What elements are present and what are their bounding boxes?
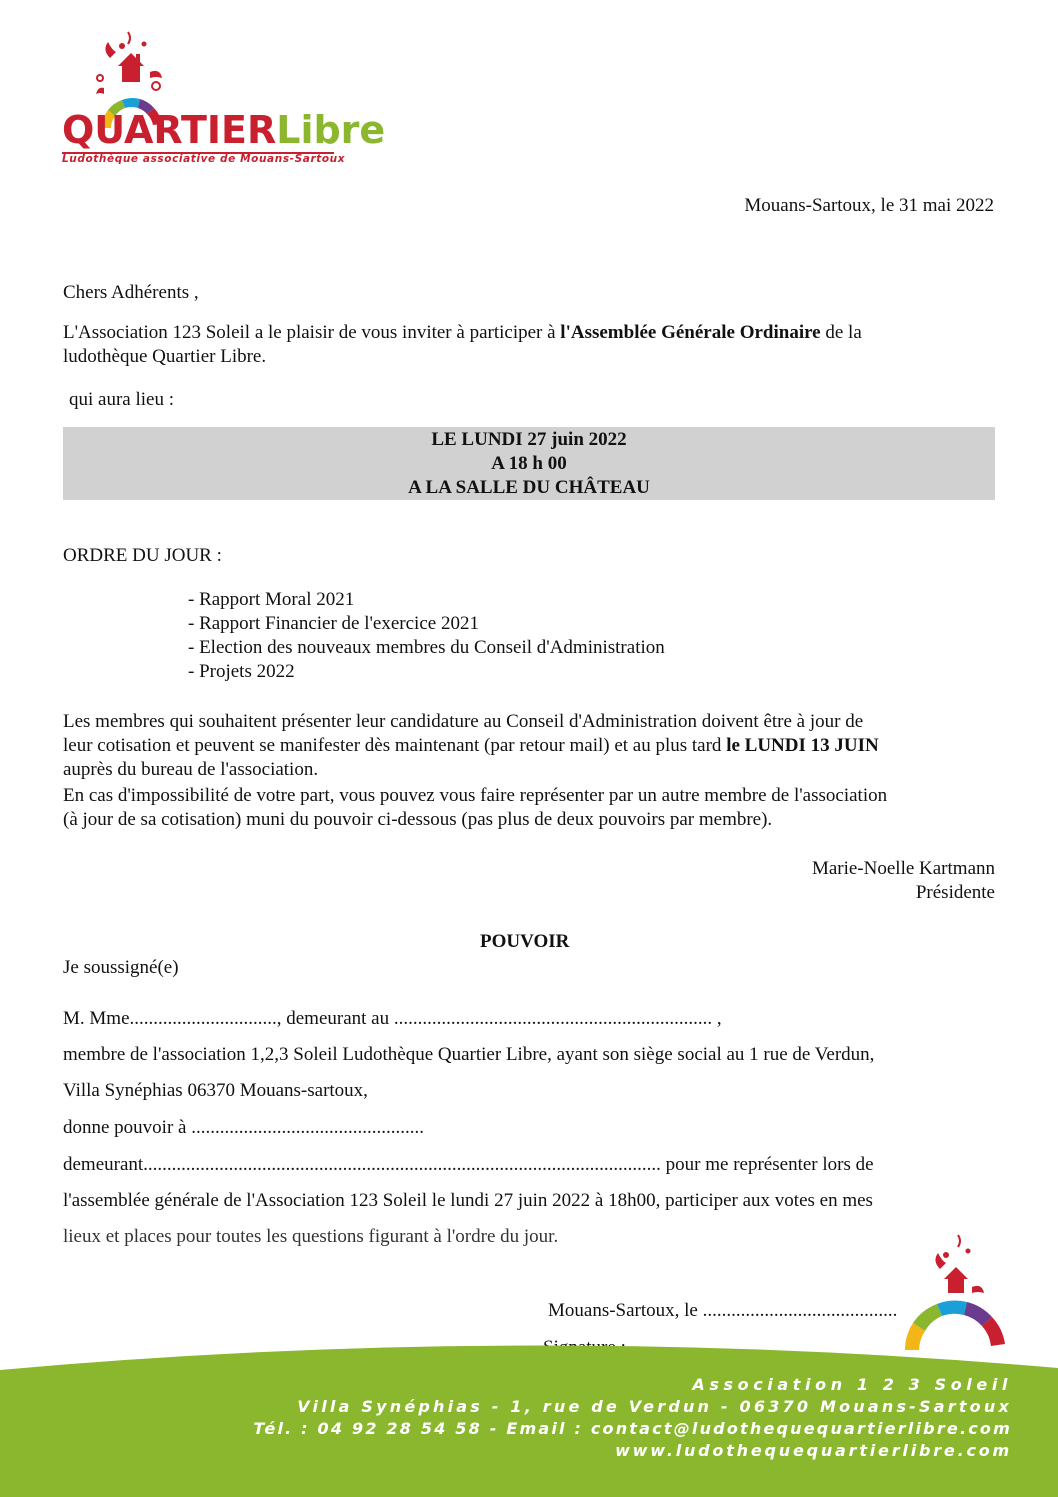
venue-lead: qui aura lieu : (69, 389, 174, 410)
house-swirl-icon (96, 32, 162, 94)
agenda-item: - Projets 2022 (188, 661, 295, 682)
deadline-bold: le LUNDI 13 JUIN (726, 735, 879, 756)
paragraph-line: En cas d'impossibilité de votre part, vous pouvez vous faire représenter par un autre membre de l'association (63, 785, 888, 806)
event-date: LE LUNDI 27 juin 2022 (431, 429, 627, 450)
proxy-line-agenda: lieux et places pour toutes les questions figurant à l'ordre du jour. (63, 1226, 559, 1247)
proxy-title: POUVOIR (480, 931, 570, 952)
paragraph-line: (à jour de sa cotisation) muni du pouvoir ci-dessous (pas plus de deux pouvoirs par membre). (63, 809, 773, 830)
proxy-place-date: Mouans-Sartoux, le ......................................... (548, 1300, 898, 1321)
agenda-item: - Rapport Moral 2021 (188, 589, 355, 610)
signatory-role: Présidente (915, 882, 995, 903)
place-date: Mouans-Sartoux, le 31 mai 2022 (744, 195, 994, 216)
event-place: A LA SALLE DU CHÂTEAU (408, 477, 650, 498)
footer-logo-icon (900, 1225, 1010, 1355)
event-details-box (63, 427, 995, 500)
intro-text-end: de la (820, 322, 862, 343)
greeting: Chers Adhérents , (63, 282, 199, 303)
footer-address: Villa Synéphias - 1, rue de Verdun - 06370 Mouans-Sartoux (297, 1397, 1012, 1416)
event-time: A 18 h 00 (491, 453, 567, 474)
proxy-line-assembly: l'assemblée générale de l'Association 123 Soleil le lundi 27 juin 2022 à 18h00, participer aux votes en mes (63, 1190, 873, 1211)
logo-tagline: Ludothèque associative de Mouans-Sartoux (62, 153, 346, 165)
logo-word-libre: Libre (276, 108, 386, 152)
logo-word-quartier: QUARTIER (62, 108, 277, 152)
proxy-line-residence: demeurant............................................................................................................. pour me représenter lors de (63, 1154, 874, 1175)
signatory-name: Marie-Noelle Kartmann (811, 858, 995, 879)
intro-line-2: ludothèque Quartier Libre. (63, 346, 267, 367)
intro-line-1 (63, 321, 862, 345)
agenda-item: - Rapport Financier de l'exercice 2021 (188, 613, 479, 634)
paragraph-line: Les membres qui souhaitent présenter leur candidature au Conseil d'Administration doivent être à jour de (63, 711, 864, 732)
intro-bold: l'Assemblée Générale Ordinaire (560, 322, 821, 343)
footer-website: www.ludothequequartierlibre.com (615, 1441, 1012, 1460)
intro-text: L'Association 123 Soleil a le plaisir de vous inviter à participer à (63, 322, 561, 343)
footer-contact: Tél. : 04 92 28 54 58 - Email : contact@ludothequequartierlibre.com (253, 1419, 1012, 1438)
proxy-line-name: M. Mme..............................., demeurant au ................................................................... , (63, 1008, 722, 1029)
paragraph-line (63, 734, 879, 758)
proxy-line-address: Villa Synéphias 06370 Mouans-sartoux, (63, 1080, 368, 1101)
logo-wordmark (62, 108, 385, 152)
proxy-undersigned: Je soussigné(e) (63, 957, 179, 978)
proxy-line-delegate: donne pouvoir à ................................................. (63, 1117, 424, 1138)
paragraph-line: auprès du bureau de l'association. (63, 759, 319, 780)
footer-association: Association 1 2 3 Soleil (692, 1375, 1012, 1394)
agenda-item: - Election des nouveaux membres du Conseil d'Administration (188, 637, 665, 658)
agenda-title: ORDRE DU JOUR : (63, 545, 222, 566)
proxy-line-member: membre de l'association 1,2,3 Soleil Ludothèque Quartier Libre, ayant son siège social au 1 rue de Verdun, (63, 1044, 875, 1065)
paragraph-text: leur cotisation et peuvent se manifester dès maintenant (par retour mail) et au plus tard (63, 735, 727, 756)
